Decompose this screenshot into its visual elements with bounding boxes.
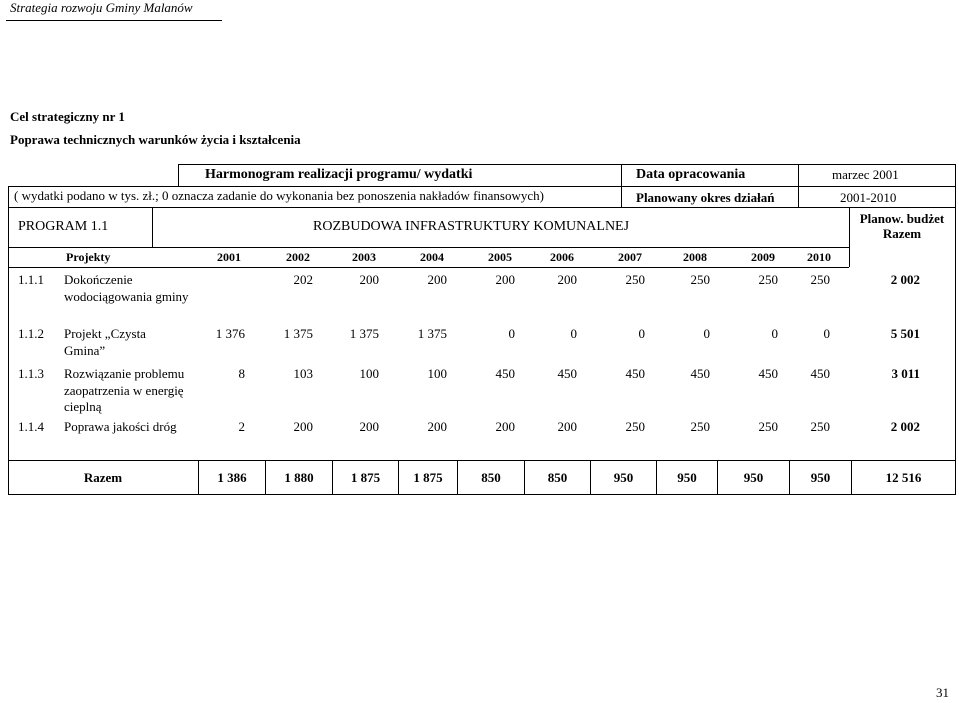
project-name: Rozwiązanie problemu zaopatrzenia w energię cieplną	[64, 366, 185, 414]
value-cell: 1 375	[283, 326, 313, 341]
project-code: 1.1.4	[18, 419, 44, 434]
year-header: 2002	[286, 250, 310, 264]
value-cell: 1 376	[215, 326, 245, 341]
program-code: PROGRAM 1.1	[18, 219, 109, 234]
sum-cell: 950	[810, 470, 831, 485]
sum-cell: 950	[743, 470, 764, 485]
value-cell: 0	[570, 326, 577, 341]
sum-cell: 950	[613, 470, 634, 485]
value-cell: 250	[625, 272, 645, 287]
rule	[955, 164, 956, 495]
value-cell: 450	[690, 366, 710, 381]
row-total: 5 501	[890, 326, 920, 341]
project-name: Projekt „Czysta Gmina”	[64, 326, 146, 358]
schedule-note: ( wydatki podano w tys. zł.; 0 oznacza zadanie do wykonania bez ponoszenia nakładów finansowych)	[14, 188, 544, 203]
period-label: Planowany okres działań	[636, 190, 775, 205]
value-cell: 0	[771, 326, 778, 341]
sum-total: 12 516	[885, 470, 922, 485]
value-cell: 250	[758, 419, 778, 434]
row-total: 2 002	[890, 419, 920, 434]
rule	[8, 186, 9, 495]
project-code: 1.1.2	[18, 326, 44, 341]
value-cell: 250	[810, 419, 830, 434]
value-cell: 100	[359, 366, 379, 381]
rule	[8, 247, 849, 248]
sum-cell: 1 386	[217, 470, 247, 485]
rule	[798, 164, 799, 207]
value-cell: 200	[557, 419, 577, 434]
sum-cell: 1 875	[350, 470, 381, 485]
date-value: marzec 2001	[832, 167, 899, 182]
value-cell: 450	[758, 366, 778, 381]
rule	[152, 207, 153, 247]
date-label: Data opracowania	[636, 167, 746, 182]
row-total: 2 002	[890, 272, 920, 287]
value-cell: 450	[495, 366, 515, 381]
value-cell: 202	[293, 272, 313, 287]
value-cell: 200	[359, 272, 379, 287]
rule	[8, 494, 956, 495]
value-cell: 100	[427, 366, 447, 381]
value-cell: 250	[810, 272, 830, 287]
sum-cell: 850	[547, 470, 568, 485]
rule	[8, 460, 956, 461]
sum-cell: 950	[677, 470, 697, 485]
sum-label: Razem	[83, 470, 123, 485]
value-cell: 200	[427, 419, 447, 434]
value-cell: 250	[625, 419, 645, 434]
value-cell: 250	[690, 419, 710, 434]
rule	[8, 186, 956, 187]
strategic-goal-label: Cel strategiczny nr 1	[10, 109, 125, 124]
value-cell: 450	[557, 366, 577, 381]
year-header: 2005	[488, 250, 512, 264]
rule	[178, 164, 956, 165]
projects-header: Projekty	[66, 250, 111, 264]
value-cell: 0	[638, 326, 645, 341]
year-header: 2001	[217, 250, 241, 264]
page-number: 31	[936, 685, 949, 700]
rule	[621, 164, 622, 207]
sum-cell: 850	[481, 470, 501, 485]
program-name: ROZBUDOWA INFRASTRUKTURY KOMUNALNEJ	[313, 219, 630, 234]
sum-cell: 1 875	[413, 470, 443, 485]
value-cell: 103	[293, 366, 313, 381]
rule	[8, 267, 849, 268]
year-header: 2006	[550, 250, 574, 264]
rule	[8, 207, 956, 208]
value-cell: 1 375	[417, 326, 447, 341]
value-cell: 200	[293, 419, 313, 434]
value-cell: 250	[758, 272, 778, 287]
year-header: 2003	[352, 250, 376, 264]
schedule-title: Harmonogram realizacji programu/ wydatki	[205, 167, 473, 182]
rule	[178, 164, 179, 186]
project-code: 1.1.3	[18, 366, 44, 381]
value-cell: 200	[495, 272, 515, 287]
year-header: 2008	[683, 250, 707, 264]
year-header: 2009	[751, 250, 775, 264]
value-cell: 450	[810, 366, 830, 381]
value-cell: 200	[359, 419, 379, 434]
period-value: 2001-2010	[840, 190, 897, 205]
year-header: 2004	[420, 250, 444, 264]
budget-total-header: Planow. budżet Razem	[859, 211, 945, 241]
value-cell: 0	[508, 326, 515, 341]
project-name: Poprawa jakości dróg	[64, 419, 177, 434]
value-cell: 200	[495, 419, 515, 434]
value-cell: 1 375	[349, 326, 379, 341]
project-name: Dokończenie wodociągowania gminy	[64, 272, 189, 304]
value-cell: 450	[625, 366, 645, 381]
running-header: Strategia rozwoju Gminy Malanów	[10, 0, 193, 15]
year-header: 2007	[618, 250, 642, 264]
value-cell: 2	[238, 419, 245, 434]
row-total: 3 011	[891, 366, 920, 381]
value-cell: 200	[557, 272, 577, 287]
value-cell: 0	[823, 326, 830, 341]
value-cell: 250	[690, 272, 710, 287]
value-cell: 0	[703, 326, 710, 341]
value-cell: 8	[238, 366, 245, 381]
project-code: 1.1.1	[18, 272, 44, 287]
header-rule	[6, 20, 222, 21]
strategic-goal-title: Poprawa technicznych warunków życia i kształcenia	[10, 132, 301, 147]
value-cell: 200	[427, 272, 447, 287]
year-header: 2010	[807, 250, 831, 264]
sum-cell: 1 880	[284, 470, 314, 485]
